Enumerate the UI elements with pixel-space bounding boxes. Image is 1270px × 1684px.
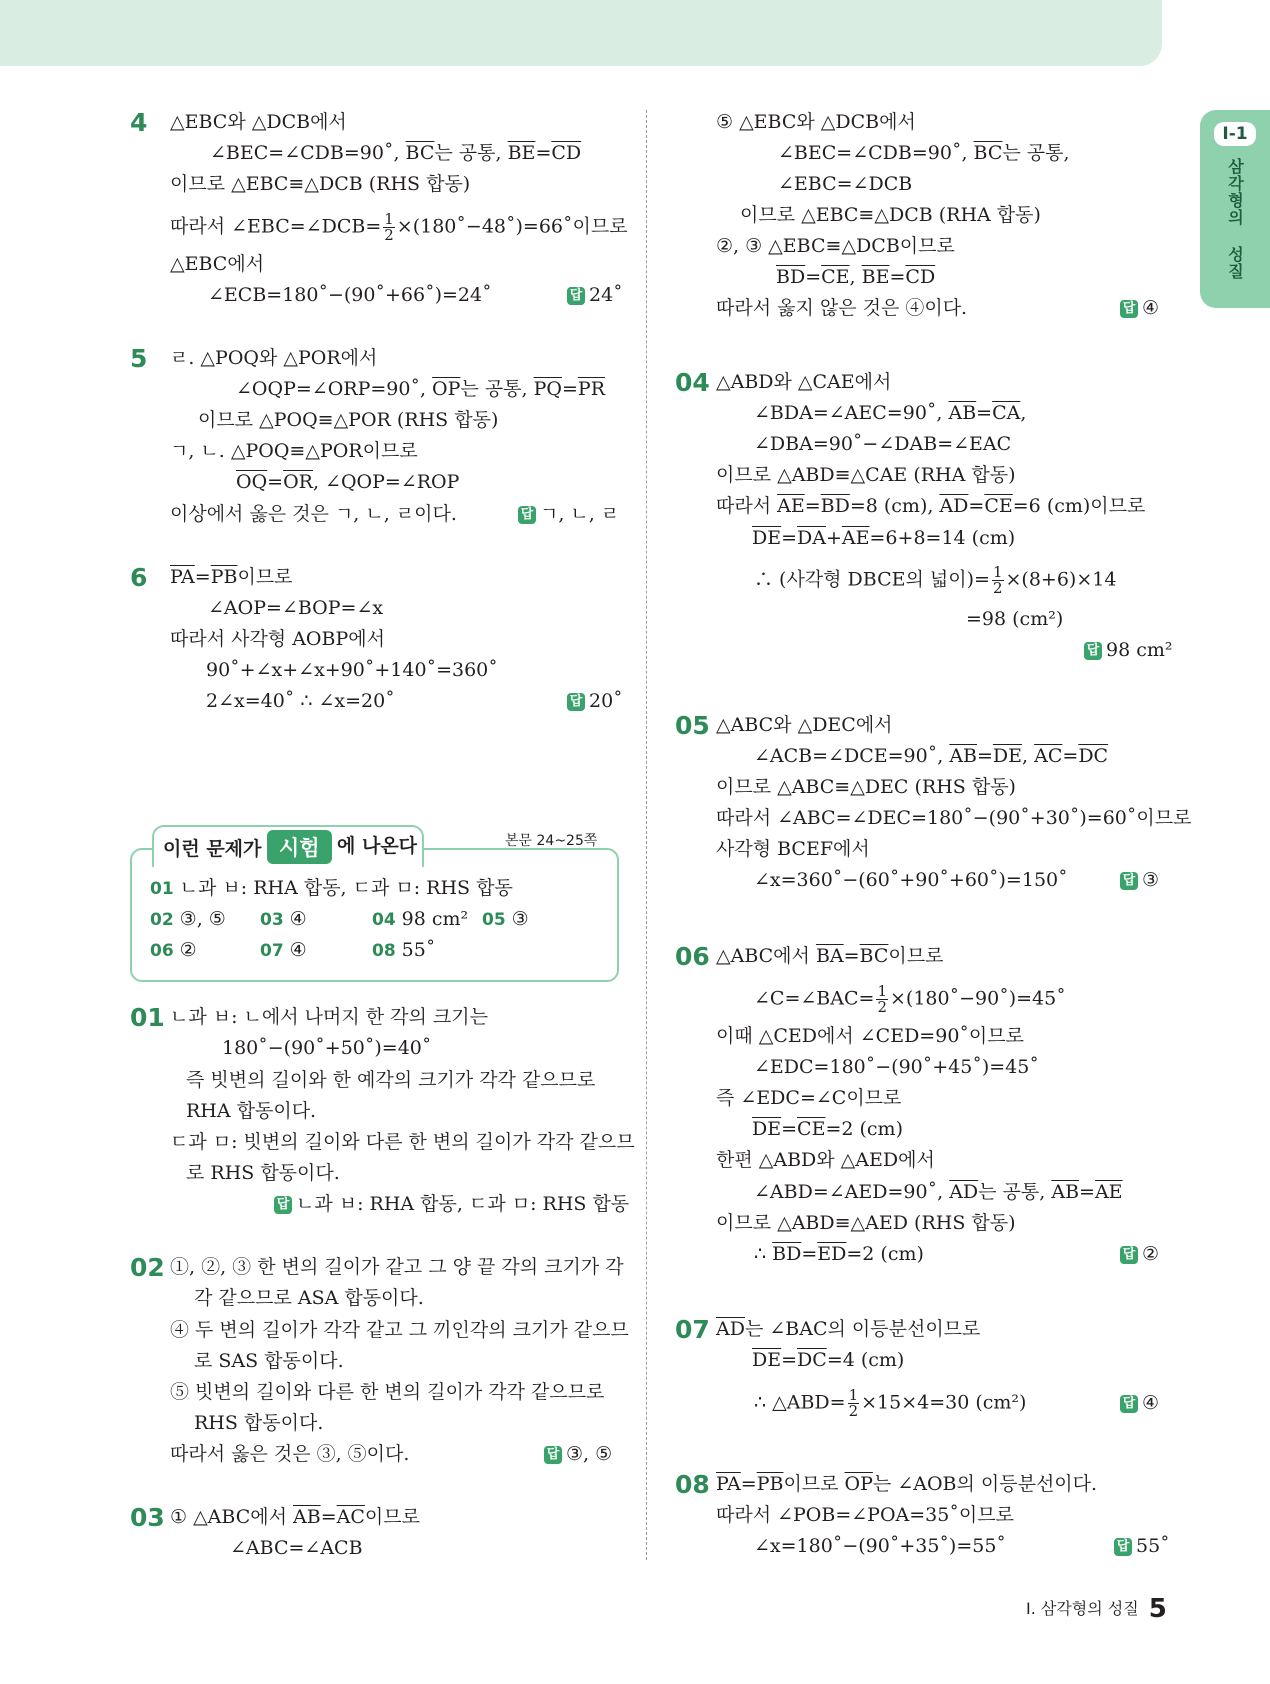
- solution-line: $\overline{OQ}=\overline{OR}$, ∠QOP=∠ROP: [236, 471, 460, 493]
- chapter-label: 삼각형의 성질: [1225, 158, 1245, 280]
- solution-line: ∠ECB=180˚−(90˚+66˚)=24˚: [208, 284, 492, 306]
- answer-badge-icon: 답: [518, 506, 536, 524]
- problem-number: 04: [675, 368, 710, 397]
- solution-line: △ABC에서 $\overline{BA}=\overline{BC}$이므로: [716, 945, 944, 967]
- problem-number: 6: [130, 563, 148, 592]
- solution-line: ∠DBA=90˚−∠DAB=∠EAC: [754, 433, 1012, 455]
- solution-line: 따라서 사각형 AOBP에서: [170, 628, 385, 650]
- solution-line: 따라서 옳지 않은 것은 ④이다.: [716, 297, 968, 319]
- solution-line: ∴ (사각형 DBCE의 넓이)= $\frac{1}{2}$ ×(8+6)×14: [754, 563, 1117, 597]
- solution-line: ㄷ과 ㅁ: 빗변의 길이와 다른 한 변의 길이가 각각 같으므: [170, 1131, 635, 1153]
- solution-line: ㄴ과 ㅂ: ㄴ에서 나머지 한 각의 크기는: [170, 1006, 488, 1028]
- solution-line: ∠BEC=∠CDB=90˚, $\overline{BC}$는 공통, $\overline{BE}=\overline{CD}$: [210, 142, 582, 164]
- solution-line: ∠ABC=∠ACB: [230, 1537, 363, 1559]
- solution-line: △ABD와 △CAE에서: [716, 371, 892, 393]
- solution-line: $\overline{DE}=\overline{DC}=4$ (cm): [752, 1349, 905, 1371]
- problem-number: 08: [675, 1470, 710, 1499]
- solution-line: ①, ②, ③ 한 변의 길이가 같고 그 양 끝 각의 크기가 각: [170, 1256, 624, 1278]
- solution-line: RHS 합동이다.: [194, 1412, 324, 1434]
- solution-line: △EBC와 △DCB에서: [170, 111, 347, 133]
- exam-row: 07 ④: [260, 939, 307, 961]
- solution-line: ∠C=∠BAC= $\frac{1}{2}$ ×(180˚−90˚)=45˚: [754, 982, 1066, 1016]
- answer-badge-icon: 답: [1120, 300, 1138, 318]
- problem-number: 07: [675, 1315, 710, 1344]
- solution-line: 따라서 옳은 것은 ③, ⑤이다.: [170, 1443, 410, 1465]
- solution-line: ㄱ, ㄴ. △POQ≡△POR이므로: [170, 440, 418, 462]
- problem-number: 05: [675, 711, 710, 740]
- solution-line: 이때 △CED에서 ∠CED=90˚이므로: [716, 1025, 1024, 1047]
- answer-badge-icon: 답: [567, 693, 585, 711]
- solution-line: 이므로 △ABC≡△DEC (RHS 합동): [716, 776, 1016, 798]
- answer: 답 98 cm²: [1084, 638, 1173, 662]
- answer: 답 ③, ⑤: [544, 1442, 612, 1466]
- solution-line: 90˚+∠x+∠x+90˚+140˚=360˚: [206, 659, 498, 681]
- answer-badge-icon: 답: [274, 1196, 292, 1214]
- problem-number: 03: [130, 1503, 165, 1532]
- exam-row: 03 ④: [260, 908, 307, 930]
- solution-line: 따라서 ∠EBC=∠DCB= $\frac{1}{2}$ ×(180˚−48˚)=66˚이므로: [170, 210, 628, 244]
- solution-line: 이므로 △ABD≡△AED (RHS 합동): [716, 1212, 1016, 1234]
- solution-line: 따라서 ∠POB=∠POA=35˚이므로: [716, 1504, 1014, 1526]
- solution-line: ⑤ △EBC와 △DCB에서: [716, 111, 916, 133]
- answer-badge-icon: 답: [1114, 1538, 1132, 1556]
- solution-line: $\overline{DE}=\overline{CE}=2$ (cm): [752, 1118, 903, 1140]
- problem-number: 01: [130, 1003, 165, 1032]
- solution-line: ②, ③ △EBC≡△DCB이므로: [716, 235, 955, 257]
- solution-line: 이므로 △ABD≡△CAE (RHA 합동): [716, 464, 1016, 486]
- solution-line: 사각형 BCEF에서: [716, 838, 870, 860]
- solution-line: ∠BDA=∠AEC=90˚, $\overline{AB}=\overline{CA}$,: [754, 402, 1027, 424]
- solution-line: 이므로 △EBC≡△DCB (RHS 합동): [170, 173, 471, 195]
- footer-chapter: I. 삼각형의 성질: [1026, 1599, 1139, 1618]
- solution-line: △ABC와 △DEC에서: [716, 714, 893, 736]
- solution-line: 따라서 ∠ABC=∠DEC=180˚−(90˚+30˚)=60˚이므로: [716, 807, 1192, 829]
- top-band: [0, 0, 1162, 66]
- solution-line: 즉 ∠EDC=∠C이므로: [716, 1087, 902, 1109]
- solution-line: ∠EBC=∠DCB: [778, 173, 913, 195]
- solution-line: ④ 두 변의 길이가 각각 같고 그 끼인각의 크기가 같으므: [170, 1319, 629, 1341]
- solution-line: $\overline{PA}=\overline{PB}$이므로 $\overline{OP}$는 ∠AOB의 이등분선이다.: [716, 1473, 1098, 1495]
- solution-line: 로 RHS 합동이다.: [186, 1162, 340, 1184]
- page-footer: [1026, 1594, 1167, 1624]
- solution-line: ∠ABD=∠AED=90˚, $\overline{AD}$는 공통, $\overline{AB}=\overline{AE}$: [754, 1181, 1123, 1203]
- answer-badge-icon: 답: [1120, 1395, 1138, 1413]
- solution-line: ∠ACB=∠DCE=90˚, $\overline{AB}=\overline{DE}$, $\overline{AC}=\overline{DC}$: [754, 745, 1109, 767]
- solution-line: ∠AOP=∠BOP=∠x: [208, 597, 384, 619]
- exam-header-text: 에 나온다: [337, 835, 418, 857]
- solution-line: 각 같으므로 ASA 합동이다.: [194, 1287, 424, 1309]
- solution-line: ∴ △ABD= $\frac{1}{2}$ ×15×4=30 (cm²): [754, 1386, 1027, 1420]
- solution-line: ∠EDC=180˚−(90˚+45˚)=45˚: [754, 1056, 1039, 1078]
- solution-line: ㄹ. △POQ와 △POR에서: [170, 347, 378, 369]
- exam-answer-box: [130, 848, 619, 982]
- answer: 답 ③: [1120, 868, 1159, 892]
- solution-line: ∠x=360˚−(60˚+90˚+60˚)=150˚: [754, 869, 1068, 891]
- solution-line: $\overline{AD}$는 ∠BAC의 이등분선이므로: [716, 1318, 981, 1340]
- solution-line: 한편 △ABD와 △AED에서: [716, 1149, 935, 1171]
- solution-line: 로 SAS 합동이다.: [194, 1350, 344, 1372]
- problem-number: 06: [675, 942, 710, 971]
- chapter-side-tab: [1200, 110, 1270, 308]
- solution-line: $\overline{BD}=\overline{CE}$, $\overline{BE}=\overline{CD}$: [776, 266, 936, 288]
- solution-line: ∠BEC=∠CDB=90˚, $\overline{BC}$는 공통,: [778, 142, 1070, 164]
- solution-line: ∴ $\overline{BD}=\overline{ED}=2$ (cm): [754, 1243, 924, 1265]
- solution-line: 즉 빗변의 길이와 한 예각의 크기가 각각 같으므로: [186, 1069, 596, 1091]
- unit-label: I-1: [1214, 122, 1255, 146]
- answer-badge-icon: 답: [544, 1446, 562, 1464]
- solution-line: 이상에서 옳은 것은 ㄱ, ㄴ, ㄹ이다.: [170, 503, 457, 525]
- answer-badge-icon: 답: [567, 287, 585, 305]
- solution-line: ∠OQP=∠ORP=90˚, $\overline{OP}$는 공통, $\overline{PQ}=\overline{PR}$: [236, 378, 605, 400]
- exam-header-highlight: 시험: [267, 830, 332, 864]
- exam-row: 01 ㄴ과 ㅂ: RHA 합동, ㄷ과 ㅁ: RHS 합동: [150, 877, 513, 899]
- solution-line: RHA 합동이다.: [186, 1100, 317, 1122]
- exam-row: 04 98 cm²: [372, 908, 469, 930]
- answer-badge-icon: 답: [1120, 872, 1138, 890]
- problem-number: 02: [130, 1253, 165, 1282]
- exam-row: 05 ③: [482, 908, 529, 930]
- answer-badge-icon: 답: [1084, 642, 1102, 660]
- answer-badge-icon: 답: [1120, 1246, 1138, 1264]
- problem-number: 4: [130, 108, 148, 137]
- answer: 답 24˚: [567, 283, 623, 307]
- solution-line: 이므로 △EBC≡△DCB (RHA 합동): [740, 204, 1041, 226]
- solution-line: 180˚−(90˚+50˚)=40˚: [222, 1037, 432, 1059]
- solution-line: $\overline{DE}=\overline{DA}+\overline{AE}=6+8=14$ (cm): [752, 527, 1016, 549]
- answer: 답 ②: [1120, 1242, 1159, 1266]
- answer: 답 ㄱ, ㄴ, ㄹ: [518, 502, 619, 526]
- exam-row: 08 55˚: [372, 939, 436, 961]
- column-divider: [646, 110, 647, 1560]
- solution-line: ∠x=180˚−(90˚+35˚)=55˚: [754, 1535, 1006, 1557]
- answer: 답 20˚: [567, 689, 623, 713]
- solution-line: 따라서 $\overline{AE}=\overline{BD}=8$ (cm), $\overline{AD}=\overline{CE}=6$ (cm)이므로: [716, 495, 1146, 517]
- exam-row: 02 ③, ⑤: [150, 908, 226, 930]
- solution-line: =98 (cm²): [966, 608, 1064, 630]
- answer: 답 ④: [1120, 1391, 1159, 1415]
- solution-line: ① △ABC에서 $\overline{AB}=\overline{AC}$이므로: [170, 1506, 420, 1528]
- answer: 답 55˚: [1114, 1534, 1170, 1558]
- solution-line: $\overline{PA}=\overline{PB}$이므로: [170, 566, 293, 588]
- exam-row: 06 ②: [150, 939, 197, 961]
- page-number: 5: [1148, 1594, 1167, 1624]
- answer: 답 ④: [1120, 296, 1159, 320]
- exam-header-text: 이런 문제가: [163, 838, 262, 860]
- page-reference: 본문 24~25쪽: [505, 833, 598, 849]
- solution-line: △EBC에서: [170, 253, 265, 275]
- solution-line: 이므로 △POQ≡△POR (RHS 합동): [198, 409, 499, 431]
- solution-line: ⑤ 빗변의 길이와 다른 한 변의 길이가 각각 같으므로: [170, 1381, 605, 1403]
- problem-number: 5: [130, 344, 148, 373]
- solution-line: 2∠x=40˚ ∴ ∠x=20˚: [206, 690, 395, 712]
- answer: 답 ㄴ과 ㅂ: RHA 합동, ㄷ과 ㅁ: RHS 합동: [274, 1192, 629, 1216]
